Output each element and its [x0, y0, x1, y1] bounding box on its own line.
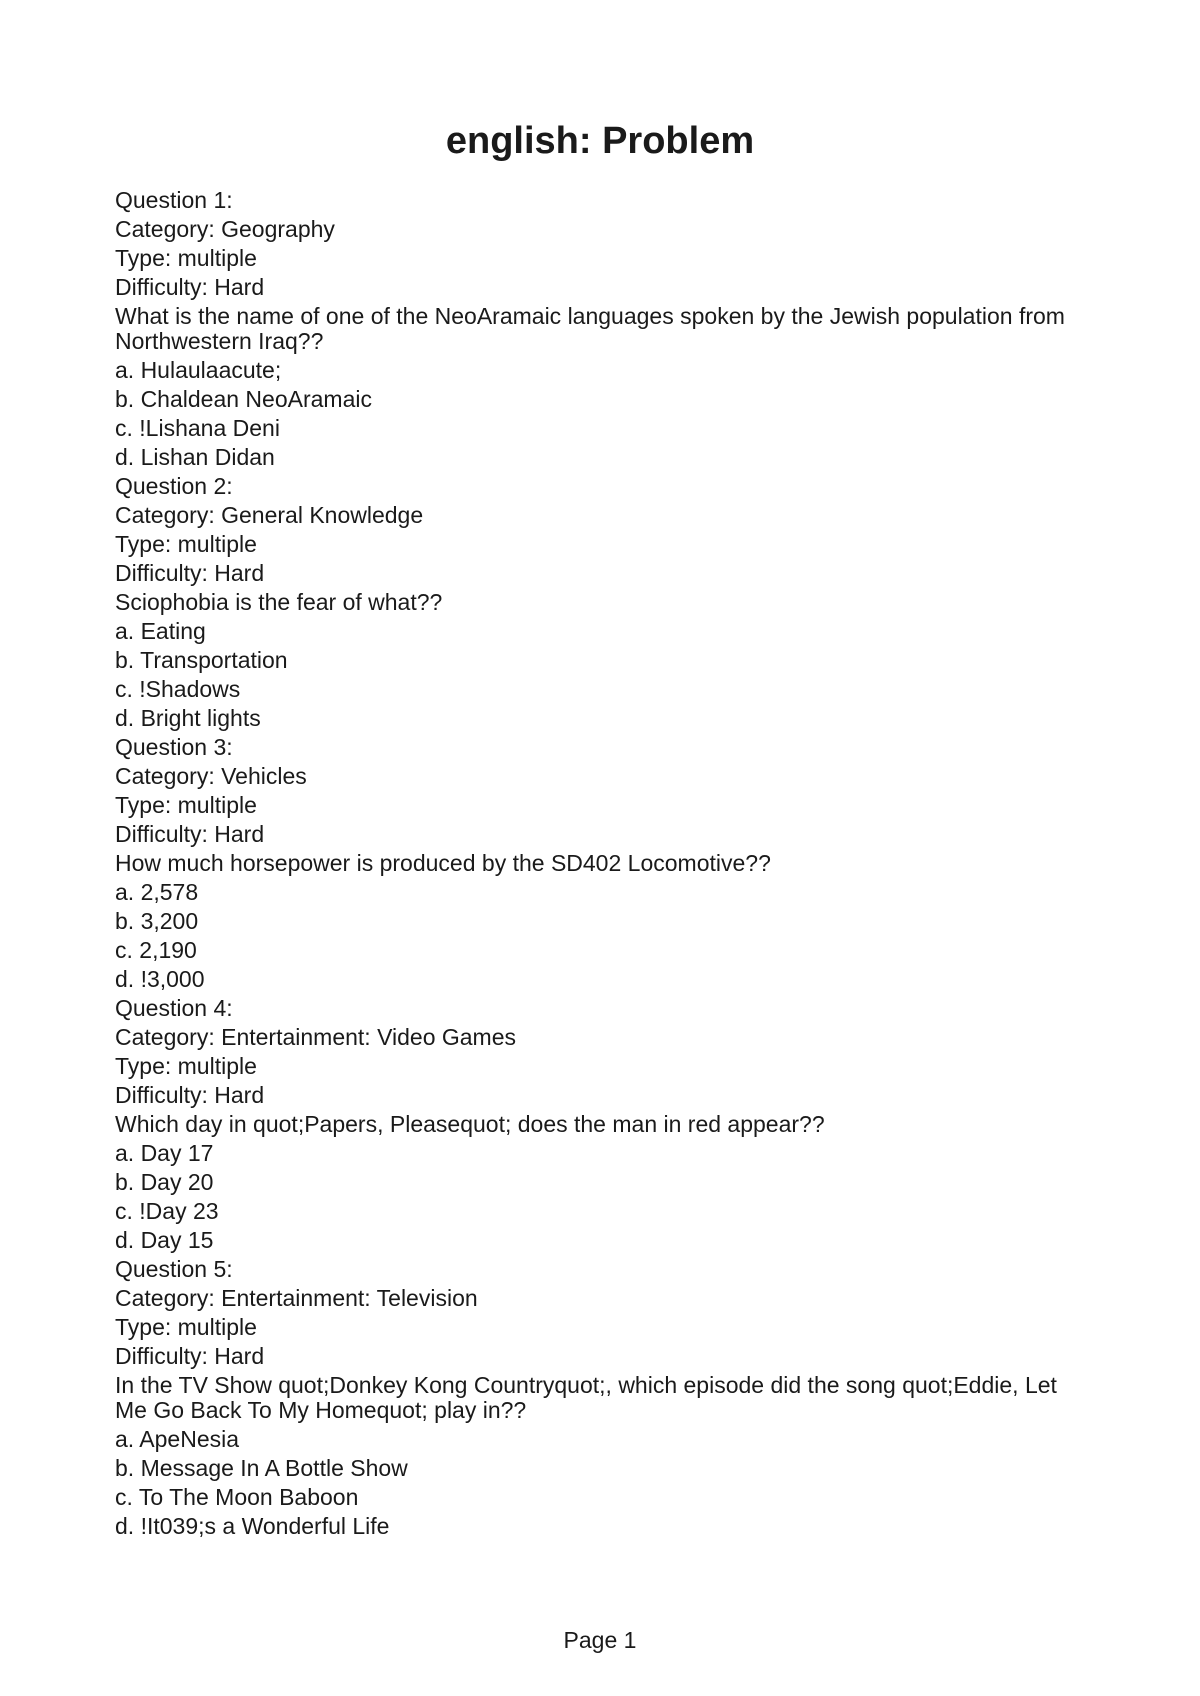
answer-option-b: b. Day 20	[115, 1169, 214, 1195]
question-1	[115, 186, 1075, 472]
answer-option-d: d. Bright lights	[115, 705, 261, 731]
answer-option-a: a. Hulaulaacute;	[115, 357, 282, 383]
question-type: Type: multiple	[115, 792, 257, 818]
question-5	[115, 1255, 1075, 1541]
question-difficulty: Difficulty: Hard	[115, 1082, 265, 1108]
answer-option-c: c. To The Moon Baboon	[115, 1484, 359, 1510]
answer-option-a: a. ApeNesia	[115, 1426, 240, 1452]
question-list	[115, 186, 1075, 1541]
question-category: Category: General Knowledge	[115, 502, 424, 528]
answer-option-d: d. Lishan Didan	[115, 444, 275, 470]
question-heading: Question 4:	[115, 995, 233, 1021]
question-heading: Question 1:	[115, 187, 233, 213]
question-category: Category: Vehicles	[115, 763, 307, 789]
question-2	[115, 472, 1075, 733]
answer-option-a: a. Day 17	[115, 1140, 214, 1166]
answer-option-d: d. Day 15	[115, 1227, 214, 1253]
question-3	[115, 733, 1075, 994]
question-difficulty: Difficulty: Hard	[115, 560, 265, 586]
question-category: Category: Entertainment: Television	[115, 1285, 478, 1311]
question-text: Which day in quot;Papers, Pleasequot; does the man in red appear??	[115, 1111, 825, 1137]
answer-option-c: c. !Lishana Deni	[115, 415, 280, 441]
question-text: In the TV Show quot;Donkey Kong Countryquot;, which episode did the song quot;Eddie, Let Me Go Back To My Homequot; play in??	[115, 1372, 1064, 1423]
page-title: english: Problem	[445, 120, 755, 162]
question-category: Category: Geography	[115, 216, 335, 242]
answer-option-b: b. 3,200	[115, 908, 199, 934]
answer-option-b: b. Transportation	[115, 647, 288, 673]
answer-option-d: d. !3,000	[115, 966, 205, 992]
question-type: Type: multiple	[115, 1053, 257, 1079]
question-4	[115, 994, 1075, 1255]
answer-option-b: b. Message In A Bottle Show	[115, 1455, 408, 1481]
answer-option-c: c. !Day 23	[115, 1198, 219, 1224]
question-difficulty: Difficulty: Hard	[115, 1343, 265, 1369]
answer-option-c: c. 2,190	[115, 937, 197, 963]
question-text: Sciophobia is the fear of what??	[115, 589, 443, 615]
question-category: Category: Entertainment: Video Games	[115, 1024, 517, 1050]
answer-option-a: a. Eating	[115, 618, 206, 644]
question-heading: Question 3:	[115, 734, 233, 760]
question-heading: Question 5:	[115, 1256, 233, 1282]
question-text: How much horsepower is produced by the SD402 Locomotive??	[115, 850, 771, 876]
question-heading: Question 2:	[115, 473, 233, 499]
answer-option-c: c. !Shadows	[115, 676, 241, 702]
question-difficulty: Difficulty: Hard	[115, 274, 265, 300]
question-type: Type: multiple	[115, 1314, 257, 1340]
answer-option-b: b. Chaldean NeoAramaic	[115, 386, 372, 412]
answer-option-d: d. !It039;s a Wonderful Life	[115, 1513, 390, 1539]
question-difficulty: Difficulty: Hard	[115, 821, 265, 847]
question-text: What is the name of one of the NeoAramaic languages spoken by the Jewish population from Northwestern Iraq??	[115, 303, 1072, 354]
page-number: Page 1	[563, 1627, 637, 1653]
answer-option-a: a. 2,578	[115, 879, 199, 905]
question-type: Type: multiple	[115, 531, 257, 557]
question-type: Type: multiple	[115, 245, 257, 271]
